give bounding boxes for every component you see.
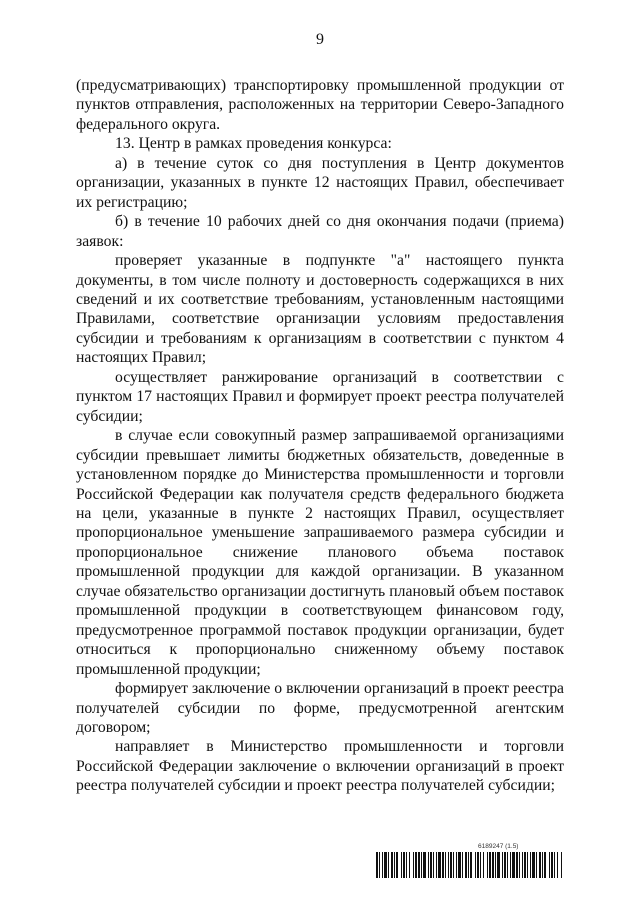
paragraph: (предусматривающих) транспортировку промышленной продукции от пунктов отправления, расположенных на территории Северо-Западного федерального округа. [76, 77, 564, 133]
paragraph: в случае если совокупный размер запрашиваемой организациями субсидии превышает лимиты бюджетных обязательств, доведенные в установленном порядке до Министерства промышленности и торговли Российской Федерации как получателя средств федерального бюджета на цели, указанные в пункте 2 настоящих Правил, осуществляет пропорциональное уменьшение запрашиваемого размера субсидии и пропорциональное снижение планового объема поставок промышленной продукции для каждой организации. В указанном случае обязательство организации достигнуть плановый объем поставок промышленной продукции в соответствующем финансовом году, предусмотренное программой поставок продукции организации, будет относиться к пропорционально сниженному объему поставок промышленной продукции; [76, 427, 564, 678]
paragraph: 13. Центр в рамках проведения конкурса: [115, 135, 392, 153]
page-number: 9 [316, 31, 324, 48]
paragraph: проверяет указанные в подпункте "а" настоящего пункта документы, в том числе полноту и достоверность содержащихся в них сведений и их соответствие требованиям, установленным настоящими Правилами, соответствие организации условиям предоставления субсидии и требованиям к организациям в соответствии с пунктом 4 настоящих Правил; [76, 252, 564, 367]
paragraph: направляет в Министерство промышленности и торговли Российской Федерации заключение о включении организаций в проект реестра получателей субсидии и проект реестра получателей субсидии; [76, 738, 564, 795]
paragraph: а) в течение суток со дня поступления в Центр документов организации, указанных в пункте 12 настоящих Правил, обеспечивает их регистрацию; [76, 154, 564, 211]
document-body [76, 76, 564, 796]
paragraph: формирует заключение о включении организаций в проект реестра получателей субсидии по форме, предусмотренной агентским договором; [76, 680, 564, 736]
paragraph: б) в течение 10 рабочих дней со дня окончания подачи (приема) заявок: [76, 213, 564, 250]
paragraph: осуществляет ранжирование организаций в соответствии с пунктом 17 настоящих Правил и формирует проект реестра получателей субсидии; [76, 368, 564, 425]
document-code: 6189247 (1.5) [478, 843, 519, 850]
barcode-icon [376, 852, 562, 878]
